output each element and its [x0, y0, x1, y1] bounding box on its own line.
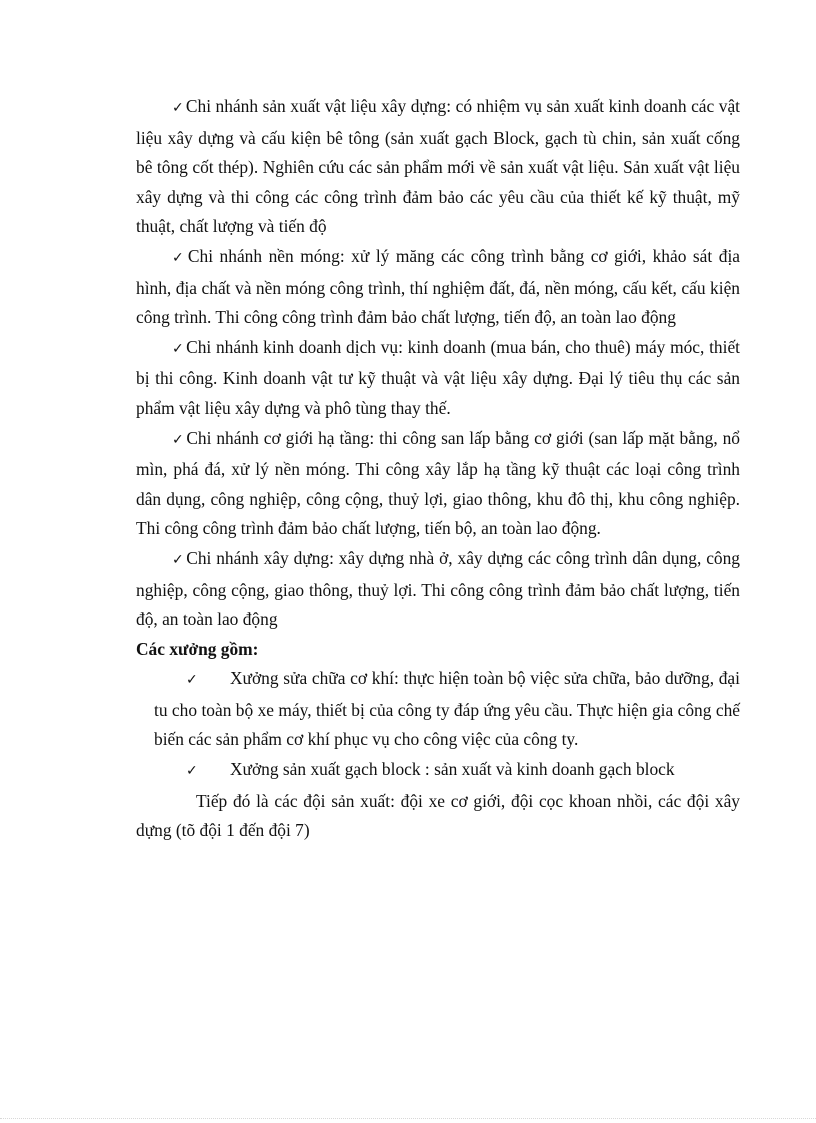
- checkmark-icon: ✓: [172, 249, 186, 266]
- workshop-item-block: [154, 755, 740, 787]
- document-body: [136, 92, 740, 846]
- checkmark-icon: ✓: [172, 340, 185, 357]
- paragraph-text: Chi nhánh sản xuất vật liệu xây dựng: có nhiệm vụ sản xuất kinh doanh các vật liệu xây dựng và cấu kiện bê tông (sản xuất gạch Block, gạch tù chin, sản xuất cống bê tông cốt thép). Nghiên cứu các sản phẩm mới về sản xuất vật liệu. Sản xuất vật liệu xây dựng và thi công các công trình đảm bảo các yêu cầu của thiết kế kỹ thuật, mỹ thuật, chất lượng và tiến độ: [136, 96, 740, 237]
- page-bottom-divider: [0, 1118, 816, 1119]
- workshop-item-mechanical: [154, 664, 740, 755]
- paragraph-text: Chi nhánh cơ giới hạ tầng: thi công san lấp bằng cơ giới (san lấp mặt bằng, nổ mìn, phá đá, xử lý nền móng. Thi công xây lắp hạ tầng kỹ thuật các loại công trình dân dụng, công nghiệp, công cộng, thuỷ lợi, giao thông, khu đô thị, khu công nghiệp. Thi công công trình đảm bảo chất lượng, tiến bộ, an toàn lao động.: [136, 427, 740, 539]
- checkmark-icon: ✓: [172, 431, 185, 448]
- checkmark-icon: ✓: [172, 100, 184, 116]
- paragraph-text: Chi nhánh nền móng: xử lý măng các công trình bằng cơ giới, khảo sát địa hình, địa chất và nền móng công trình, thí nghiệm đất, đá, nền móng, cấu kết, cấu kiện công trình. Thi công công trình đảm bảo chất lượng, tiến độ, an toàn lao động: [136, 245, 740, 328]
- workshop-text: Xưởng sản xuất gạch block : sản xuất và kinh doanh gạch block: [230, 759, 675, 780]
- paragraph-text: Chi nhánh xây dựng: xây dựng nhà ở, xây dựng các công trình dân dụng, công nghiệp, công cộng, giao thông, thuỷ lợi. Thi công công trình đảm bảo chất lượng, tiến độ, an toàn lao động: [136, 547, 740, 630]
- branch-paragraph-services: [136, 333, 740, 424]
- workshops-heading: Các xưởng gồm:: [136, 638, 259, 659]
- branch-paragraph-foundation: [136, 242, 740, 333]
- branch-paragraph-materials: [136, 92, 740, 242]
- checkmark-icon: ✓: [186, 763, 198, 780]
- branch-paragraph-construction: [136, 544, 740, 635]
- workshop-text: Xưởng sửa chữa cơ khí: thực hiện toàn bộ việc sửa chữa, bảo dưỡng, đại tu cho toàn bộ xe máy, thiết bị của công ty đáp ứng yêu cầu. Thực hiện gia công chế biến các sản phẩm cơ khí phục vụ cho công việc của công ty.: [154, 668, 740, 750]
- paragraph-text: Chi nhánh kinh doanh dịch vụ: kinh doanh (mua bán, cho thuê) máy móc, thiết bị thi công. Kinh doanh vật tư kỹ thuật và vật liệu xây dựng. Đại lý tiêu thụ các sản phẩm vật liệu xây dựng và phô tùng thay thế.: [136, 336, 740, 418]
- branch-paragraph-infrastructure: [136, 424, 740, 544]
- checkmark-icon: ✓: [186, 672, 198, 689]
- checkmark-icon: ✓: [172, 551, 185, 568]
- closing-paragraph: Tiếp đó là các đội sản xuất: đội xe cơ giới, đội cọc khoan nhồi, các đội xây dựng (tõ đội 1 đến đội 7): [136, 790, 740, 841]
